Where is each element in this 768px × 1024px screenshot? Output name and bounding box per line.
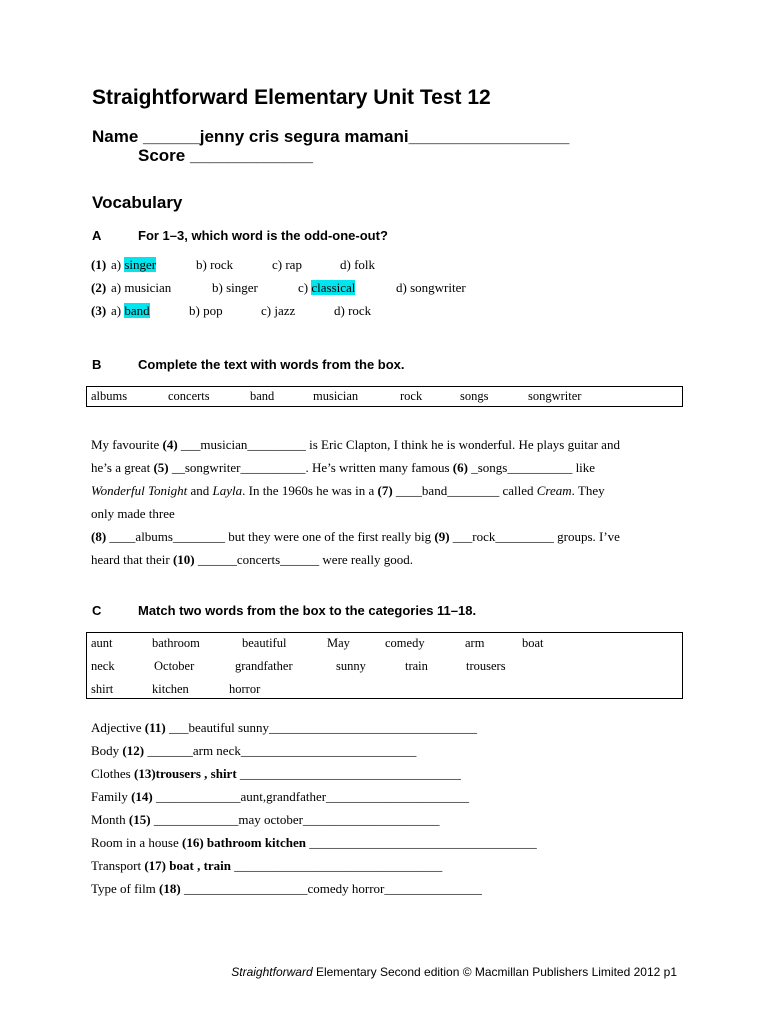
text-line-3: Wonderful Tonight and Layla. In the 1960s he was in a (7) ____band________ called Cream. They <box>91 483 605 498</box>
section-vocabulary: Vocabulary <box>92 193 183 212</box>
text-line-4: only made three <box>91 506 175 521</box>
box-word: arm <box>465 636 485 650</box>
gap-number: (8) <box>91 529 107 544</box>
option-b: b) singer <box>212 280 258 295</box>
option-a: a) singer <box>111 257 157 272</box>
box-word: concerts <box>168 389 210 403</box>
box-word: kitchen <box>152 682 189 696</box>
answer-line-14: Family (14) _____________aunt,grandfather______________________ <box>91 789 470 804</box>
section-a-instruction <box>92 228 388 243</box>
category-number: (13) <box>133 766 156 781</box>
category-number: (14) <box>131 789 153 804</box>
highlighted-answer: singer <box>124 257 157 272</box>
gap-number: (7) <box>377 483 393 498</box>
box-word: October <box>154 659 195 673</box>
name-value: ______jenny cris segura mamani_________________ <box>143 127 570 146</box>
option-d: d) folk <box>340 257 376 272</box>
gap-number: (10) <box>172 552 195 567</box>
box-word: albums <box>91 389 128 403</box>
answer-line-11: Adjective (11) ___beautiful sunny________________________________ <box>91 720 478 735</box>
question-number: (3) <box>91 303 107 318</box>
option-b: b) rock <box>196 257 234 272</box>
answer-line-12: Body (12) _______arm neck___________________________ <box>91 743 417 758</box>
box-word: trousers <box>466 659 506 673</box>
option-c: c) rap <box>272 257 302 272</box>
gap-number: (5) <box>153 460 169 475</box>
score-value: _____________ <box>189 146 313 165</box>
word-box-c <box>86 632 683 699</box>
name-label: Name <box>92 127 144 146</box>
option-c: c) classical <box>298 280 356 295</box>
page-footer: Straightforward Elementary Second edition © Macmillan Publishers Limited 2012 p1 <box>231 965 677 979</box>
box-word: musician <box>313 389 359 403</box>
answer-line-13: Clothes (13)trousers , shirt __________________________________ <box>91 766 461 781</box>
gap-number: (9) <box>434 529 450 544</box>
category-number: (12) <box>122 743 145 758</box>
text-line-2: he’s a great (5) __songwriter__________. He’s written many famous (6) _songs__________ like <box>91 460 596 475</box>
question-2 <box>91 280 466 296</box>
name-line <box>92 127 569 147</box>
word-box-b <box>86 386 683 407</box>
instruction-text: For 1–3, which word is the odd-one-out? <box>138 228 388 243</box>
answer-line-18: Type of film (18) ___________________comedy horror_______________ <box>91 881 482 896</box>
box-word: train <box>405 659 428 673</box>
option-a: a) musician <box>111 280 172 295</box>
box-word: beautiful <box>242 636 287 650</box>
answer-line-16: Room in a house (16) bathroom kitchen ___________________________________ <box>91 835 537 850</box>
instruction-text: Complete the text with words from the box. <box>138 357 405 372</box>
category-number: (15) <box>128 812 151 827</box>
highlighted-answer: band <box>124 303 150 318</box>
category-number: (17) <box>144 858 167 873</box>
option-d: d) songwriter <box>396 280 466 295</box>
score-label: Score <box>138 146 190 165</box>
page-title: Straightforward Elementary Unit Test 12 <box>92 86 491 109</box>
section-c-instruction <box>92 603 476 618</box>
question-3 <box>91 303 372 319</box>
question-number: (1) <box>91 257 107 272</box>
box-word: rock <box>400 389 423 403</box>
box-word: sunny <box>336 659 366 673</box>
option-b: b) pop <box>189 303 223 318</box>
box-word: aunt <box>91 636 113 650</box>
highlighted-answer: classical <box>311 280 356 295</box>
text-line-1: My favourite (4) ___musician_________ is Eric Clapton, I think he is wonderful. He plays guitar and <box>91 437 620 452</box>
answer-line-15: Month (15) _____________may october_____________________ <box>91 812 440 827</box>
gap-number: (4) <box>162 437 178 452</box>
option-a: a) band <box>111 303 150 318</box>
section-b-instruction <box>92 357 405 372</box>
section-letter: A <box>92 228 102 243</box>
box-word: band <box>250 389 275 403</box>
section-letter: C <box>92 603 102 618</box>
box-word: songs <box>460 389 489 403</box>
text-line-6: heard that their (10) ______concerts______ were really good. <box>91 552 414 567</box>
category-number: (18) <box>159 881 181 896</box>
question-1 <box>91 257 376 273</box>
box-word: neck <box>91 659 115 673</box>
option-d: d) rock <box>334 303 372 318</box>
box-word: horror <box>229 682 261 696</box>
section-letter: B <box>92 357 102 372</box>
instruction-text: Match two words from the box to the categories 11–18. <box>138 603 477 618</box>
category-number: (16) <box>182 835 204 850</box>
box-word: boat <box>522 636 544 650</box>
box-word: shirt <box>91 682 114 696</box>
score-line <box>138 146 313 166</box>
text-line-5: (8) ____albums________ but they were one of the first really big (9) ___rock_________ groups. I’ve <box>91 529 620 544</box>
box-word: songwriter <box>528 389 582 403</box>
box-word: grandfather <box>235 659 293 673</box>
option-c: c) jazz <box>261 303 296 318</box>
box-word: bathroom <box>152 636 200 650</box>
box-word: May <box>327 636 350 650</box>
box-word: comedy <box>385 636 425 650</box>
category-number: (11) <box>144 720 166 735</box>
question-number: (2) <box>91 280 107 295</box>
gap-number: (6) <box>452 460 468 475</box>
answer-line-17: Transport (17) boat , train ________________________________ <box>91 858 443 873</box>
